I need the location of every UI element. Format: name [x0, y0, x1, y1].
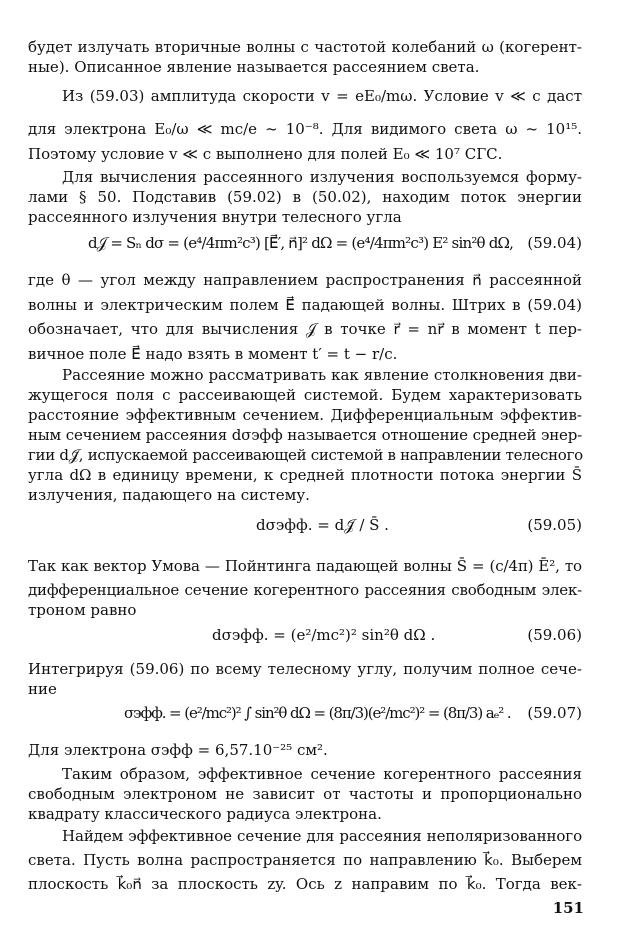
text-line: для электрона E₀/ω ≪ mc/e ~ 10⁻⁸. Для видимого света ω ~ 10¹⁵. — [28, 120, 582, 138]
text-line: Рассеяние можно рассматривать как явление столкновения дви- — [62, 366, 582, 384]
text-line: Для вычисления рассеянного излучения воспользуемся форму- — [62, 168, 582, 186]
equation-number: (59.06) — [527, 626, 582, 644]
text-line: жущегося поля с рассеивающей системой. Будем характеризовать — [28, 386, 582, 404]
text-line: света. Пусть волна распространяется по направлению k⃗₀. Выберем — [28, 851, 582, 869]
text-line: свободным электроном не зависит от частоты и пропорционально — [28, 785, 582, 803]
equation-formula: dσэфф. = (e²/mc²)² sin²θ dΩ . — [212, 626, 436, 644]
text-line: гии d𝒥̄, испускаемой рассеивающей системой в направлении телесного — [28, 446, 583, 464]
text-line: волны и электрическим полем E⃗ падающей волны. Штрих в (59.04) — [28, 296, 582, 314]
text-line: рассеянного излучения внутри телесного угла — [28, 208, 402, 226]
text-line: Из (59.03) амплитуда скорости v = eE₀/mω. Условие v ≪ c даст — [62, 87, 582, 105]
text-line: дифференциальное сечение когерентного рассеяния свободным элек- — [28, 581, 582, 599]
text-line: Так как вектор Умова — Пойнтинга падающей волны S̄ = (c/4π) Ē², то — [28, 557, 582, 575]
equation-number: (59.07) — [527, 704, 582, 722]
equation-formula: dσэфф. = d𝒥̄ / S̄ . — [256, 516, 389, 534]
text-line: обозначает, что для вычисления 𝒥 в точке r⃗ = nr⃗ в момент t пер- — [28, 320, 582, 338]
text-line: ным сечением рассеяния dσэфф называется отношение средней энер- — [28, 426, 582, 444]
equation-formula: d𝒥 = Sₙ dσ = (e⁴/4πm²c³) [E⃗′, n⃗]² dΩ = (e⁴/4πm²c³) E² sin²θ dΩ, — [88, 234, 514, 252]
page-number: 151 — [552, 899, 584, 917]
text-line: ние — [28, 680, 57, 698]
text-line: излучения, падающего на систему. — [28, 486, 310, 504]
text-line: плоскость k⃗₀n⃗ за плоскость zy. Ось z направим по k⃗₀. Тогда век- — [28, 875, 582, 893]
equation-number: (59.04) — [527, 234, 582, 252]
text-line: Поэтому условие v ≪ c выполнено для полей E₀ ≪ 10⁷ СГС. — [28, 145, 503, 163]
equation-number: (59.05) — [527, 516, 582, 534]
text-line: ные). Описанное явление называется рассеянием света. — [28, 58, 480, 76]
text-line: где θ — угол между направлением распространения n⃗ рассеянной — [28, 271, 582, 289]
text-line: троном равно — [28, 601, 137, 619]
text-line: Для электрона σэфф = 6,57.10⁻²⁵ см². — [28, 741, 328, 759]
text-line: Найдем эффективное сечение для рассеяния неполяризованного — [62, 827, 582, 845]
text-line: лами § 50. Подставив (59.02) в (50.02), находим поток энергии — [28, 188, 582, 206]
text-line: расстояние эффективным сечением. Дифференциальным эффектив- — [28, 406, 582, 424]
text-line: вичное поле E⃗ надо взять в момент t′ = t − r/c. — [28, 345, 398, 363]
text-line: Интегрируя (59.06) по всему телесному углу, получим полное сече- — [28, 660, 582, 678]
text-line: квадрату классического радиуса электрона. — [28, 805, 382, 823]
text-line: угла dΩ в единицу времени, к средней плотности потока энергии S̄ — [28, 466, 582, 484]
text-line: будет излучать вторичные волны с частотой колебаний ω (когерент- — [28, 38, 582, 56]
equation-formula: σэфф. = (e²/mc²)² ∫ sin²θ dΩ = (8π/3)(e²/mc²)² = (8π/3) aₑ² . — [124, 704, 511, 722]
text-line: Таким образом, эффективное сечение когерентного рассеяния — [62, 765, 582, 783]
